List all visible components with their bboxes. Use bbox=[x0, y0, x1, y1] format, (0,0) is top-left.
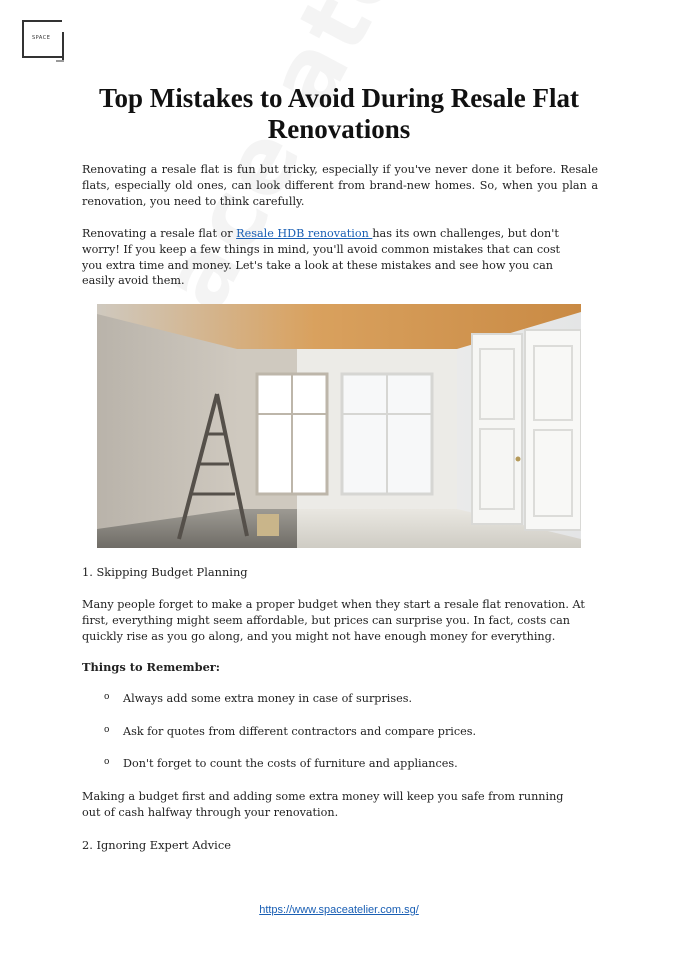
second-paragraph bbox=[82, 226, 572, 289]
logo-underline bbox=[56, 60, 64, 62]
para2-before: Renovating a resale flat or bbox=[82, 227, 237, 240]
section-2-heading: 2. Ignoring Expert Advice bbox=[82, 838, 231, 852]
section-1-body: Many people forget to make a proper budget when they start a resale flat renovation. At first, everything might seem affordable, but prices can surprise you. In fact, costs can quickly rise as you go along, and you might not have enough money for everything. bbox=[82, 598, 585, 643]
list-item-text: Ask for quotes from different contractors and compare prices. bbox=[123, 725, 477, 738]
bullet-marker: o bbox=[104, 725, 110, 735]
footer-website-link[interactable]: https://www.spaceatelier.com.sg/ bbox=[259, 904, 419, 916]
resale-hdb-renovation-link[interactable]: Resale HDB renovation bbox=[236, 227, 373, 240]
page-title: Top Mistakes to Avoid During Resale Flat Renovations bbox=[98, 83, 580, 144]
bullet-marker: o bbox=[104, 757, 110, 767]
intro-paragraph: Renovating a resale flat is fun but tricky, especially if you've never done it before. Resale flats, especially old ones, can look different from brand-new homes. So, when you plan a renovation, you need to think carefully. bbox=[82, 163, 598, 208]
room-before-after-photo bbox=[97, 304, 581, 548]
things-to-remember-label: Things to Remember: bbox=[82, 660, 221, 674]
section-1-closing: Making a budget first and adding some extra money will keep you safe from running out of cash halfway through your renovation. bbox=[82, 790, 564, 819]
logo-text: SPACE bbox=[32, 35, 51, 41]
space-logo bbox=[22, 20, 64, 62]
bullet-marker: o bbox=[104, 692, 110, 702]
section-1-heading: 1. Skipping Budget Planning bbox=[82, 565, 248, 579]
para2-after: has its own challenges, but don't worry! If you keep a few things in mind, you'll avoid common mistakes that can cost you extra time and money. Let's take a look at these mistakes and see how you can easily avoid them. bbox=[82, 227, 561, 288]
list-item-text: Always add some extra money in case of surprises. bbox=[123, 692, 413, 705]
list-item-text: Don't forget to count the costs of furniture and appliances. bbox=[123, 757, 458, 770]
